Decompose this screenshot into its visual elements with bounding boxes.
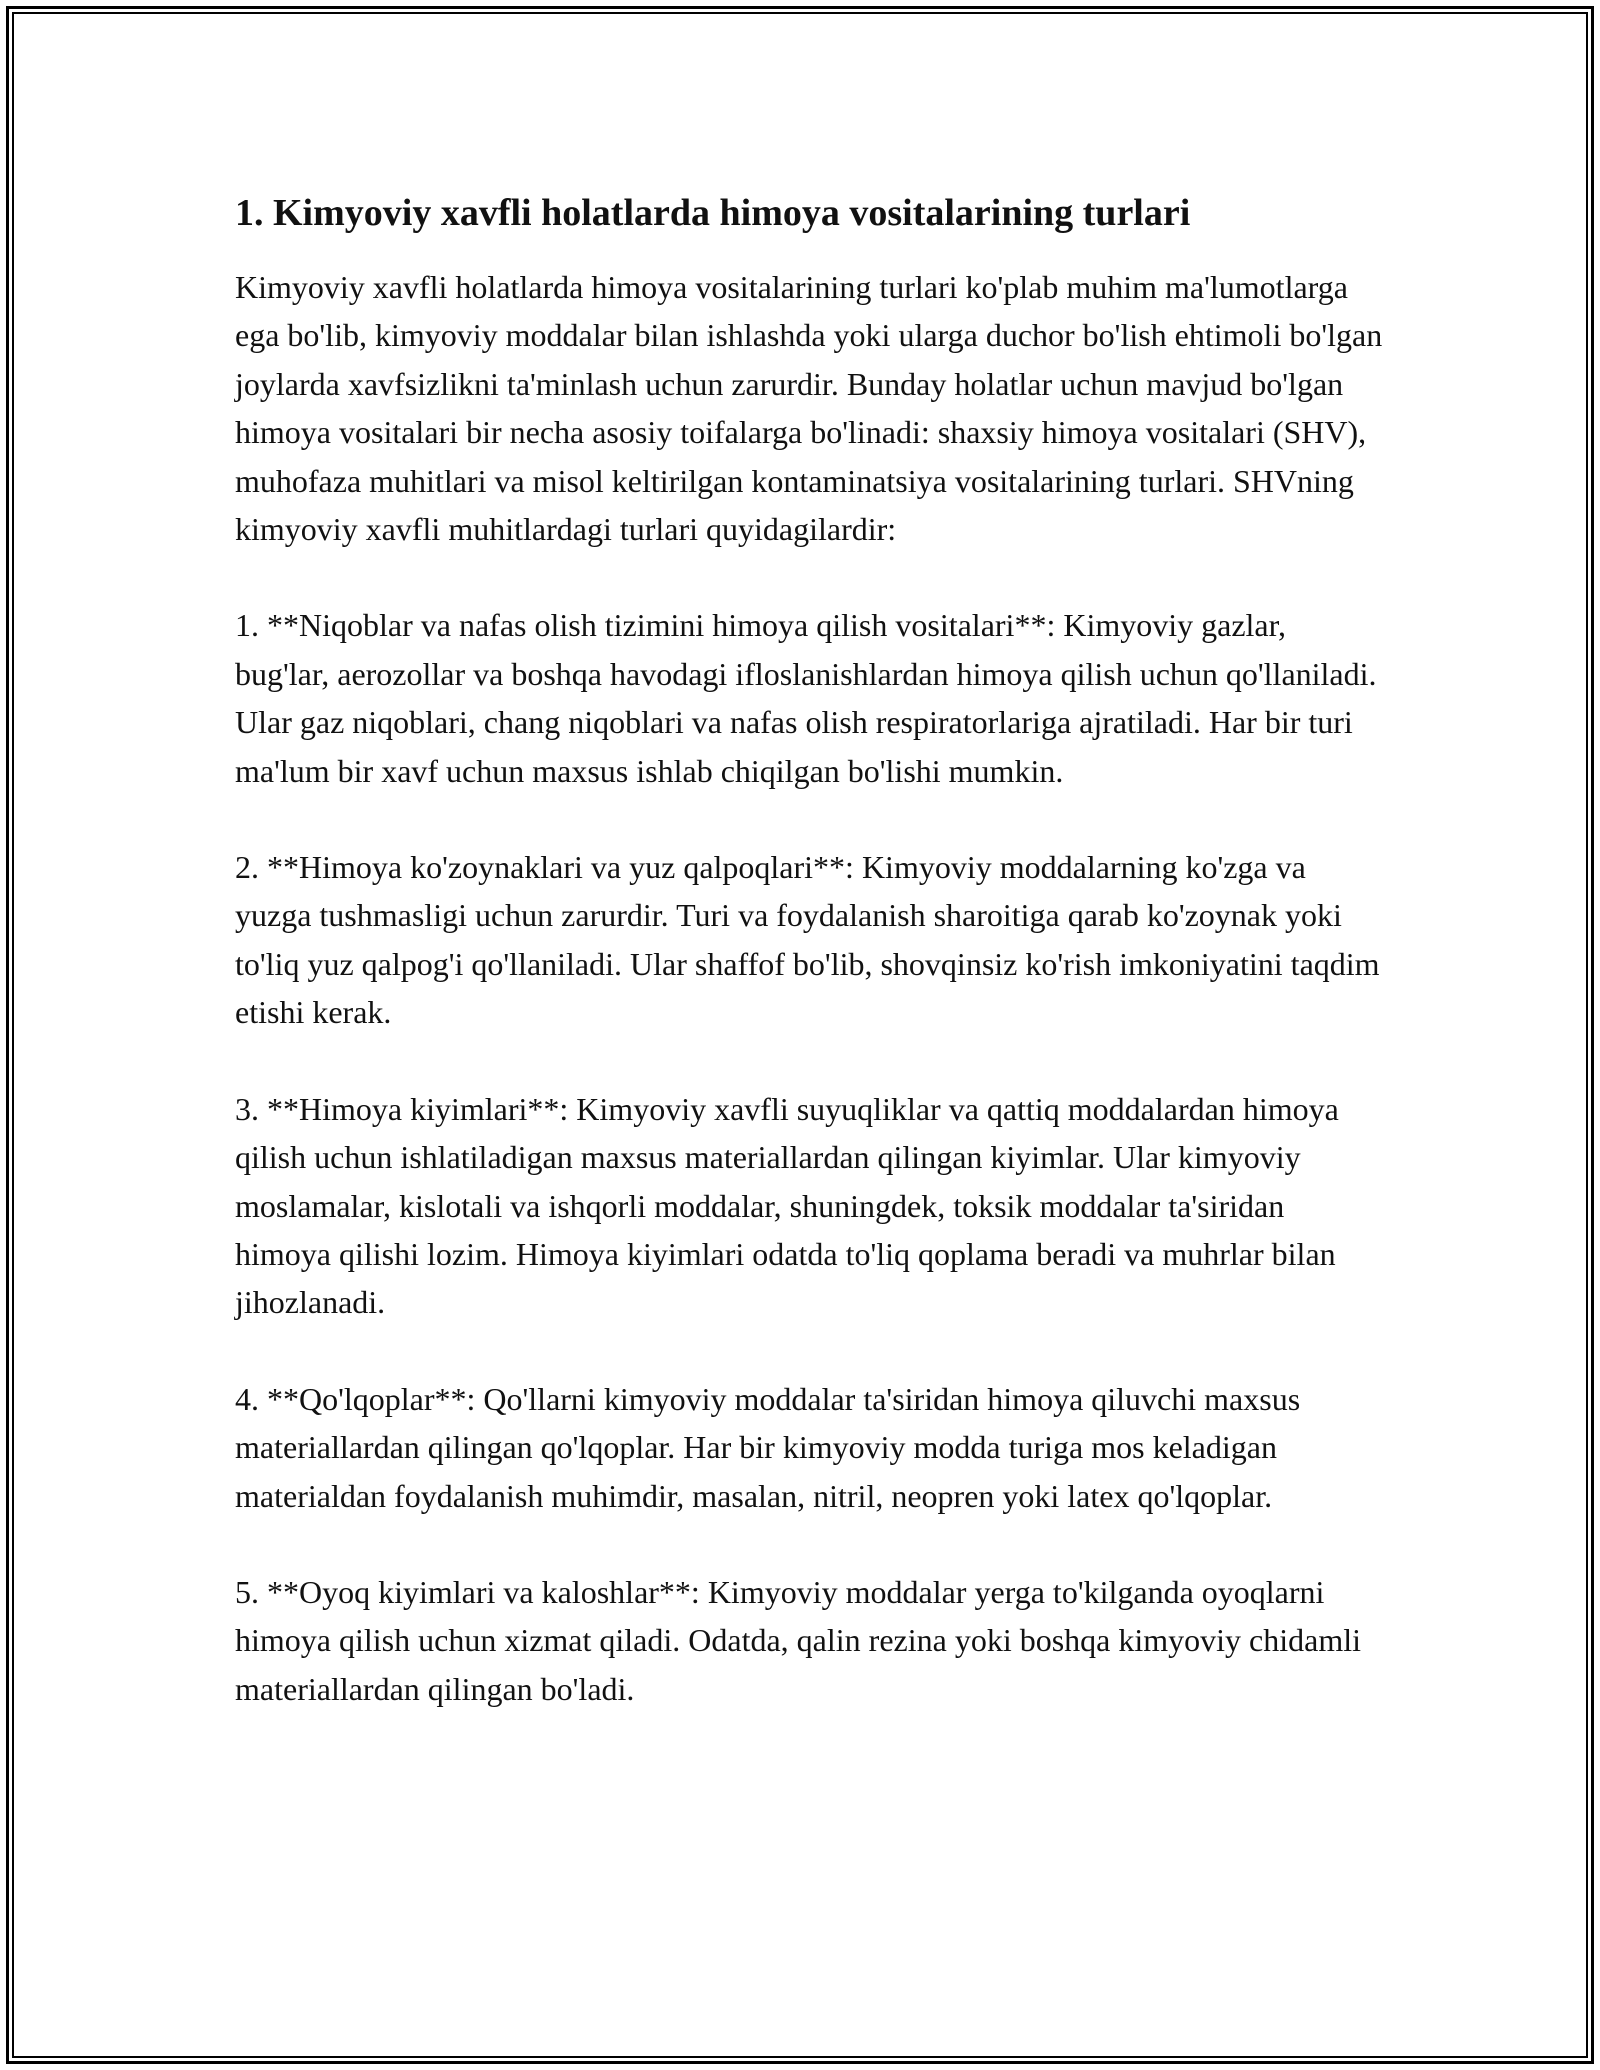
list-item-masks: 1. **Niqoblar va nafas olish tizimini himoya qilish vositalari**: Kimyoviy gazlar, bug'lar, aerozollar va boshqa havodagi ifloslanishlardan himoya qilish uchun qo'llaniladi. Ular gaz niqoblari, chang niqoblari va nafas olish respiratorlariga ajratiladi. Har bir turi ma'lum bir xavf uchun maxsus ishlab chiqilgan bo'lishi mumkin. xyxy=(235,607,1377,789)
document-title: 1. Kimyoviy xavfli holatlarda himoya vositalarining turlari xyxy=(235,192,1191,234)
document-body xyxy=(235,185,1385,1761)
list-item-gloves: 4. **Qo'lqoplar**: Qo'llarni kimyoviy moddalar ta'siridan himoya qiluvchi maxsus materiallardan qilingan qo'lqoplar. Har bir kimyoviy modda turiga mos keladigan materialdan foydalanish muhimdir, masalan, nitril, neopren yoki latex qo'lqoplar. xyxy=(235,1380,1301,1514)
list-item-goggles: 2. **Himoya ko'zoynaklari va yuz qalpoqlari**: Kimyoviy moddalarning ko'zga va yuzga tushmasligi uchun zarurdir. Turi va foydalanish sharoitiga qarab ko'zoynak yoki to'liq yuz qalpog'i qo'llaniladi. Ular shaffof bo'lib, shovqinsiz ko'rish imkoniyatini taqdim etishi kerak. xyxy=(235,849,1380,1031)
list-item-protective-clothing: 3. **Himoya kiyimlari**: Kimyoviy xavfli suyuqliklar va qattiq moddalardan himoya qilish uchun ishlatiladigan maxsus materiallardan qilingan kiyimlar. Ular kimyoviy moslamalar, kislotali va ishqorli moddalar, shuningdek, toksik moddalar ta'siridan himoya qilishi lozim. Himoya kiyimlari odatda to'liq qoplama beradi va muhrlar bilan jihozlanadi. xyxy=(235,1090,1339,1321)
list-item-footwear: 5. **Oyoq kiyimlari va kaloshlar**: Kimyoviy moddalar yerga to'kilganda oyoqlarni himoya qilish uchun xizmat qiladi. Odatda, qalin rezina yoki boshqa kimyoviy chidamli materiallardan qilingan bo'ladi. xyxy=(235,1573,1361,1707)
intro-paragraph: Kimyoviy xavfli holatlarda himoya vositalarining turlari ko'plab muhim ma'lumotlarga ega bo'lib, kimyoviy moddalar bilan ishlashda yoki ularga duchor bo'lish ehtimoli bo'lgan joylarda xavfsizlikni ta'minlash uchun zarurdir. Bunday holatlar uchun mavjud bo'lgan himoya vositalari bir necha asosiy toifalarga bo'linadi: shaxsiy himoya vositalari (SHV), muhofaza muhitlari va misol keltirilgan kontaminatsiya vositalarining turlari. SHVning kimyoviy xavfli muhitlardagi turlari quyidagilardir: xyxy=(235,269,1383,548)
